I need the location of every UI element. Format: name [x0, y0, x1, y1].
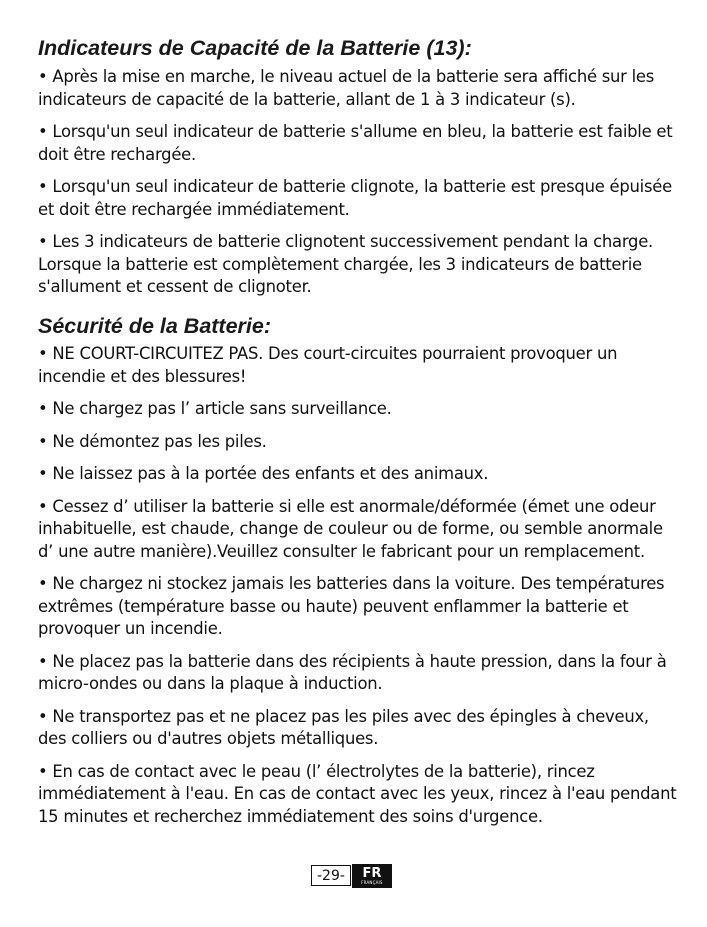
section-title-battery-safety: Sécurité de la Batterie: [38, 314, 272, 338]
battery-safety-list [38, 343, 678, 838]
list-item: • Ne chargez pas l’ article sans surveillance. [38, 398, 678, 421]
list-item: • Lorsqu'un seul indicateur de batterie s'allume en bleu, la batterie est faible et doit être rechargée. [38, 121, 678, 166]
list-item: • NE COURT-CIRCUITEZ PAS. Des court-circuites pourraient provoquer un incendie et des blessures! [38, 343, 678, 388]
page-footer [311, 864, 392, 888]
language-badge [352, 864, 392, 888]
list-item: • Après la mise en marche, le niveau actuel de la batterie sera affiché sur les indicateurs de capacité de la batterie, allant de 1 à 3 indicateur (s). [38, 66, 678, 111]
list-item: • Ne placez pas la batterie dans des récipients à haute pression, dans la four à micro-ondes ou dans la plaque à induction. [38, 651, 678, 696]
list-item: • Les 3 indicateurs de batterie clignotent successivement pendant la charge. Lorsque la batterie est complètement chargée, les 3 indicateurs de batterie s'allument et cessent de clignoter. [38, 231, 678, 299]
list-item: • Ne démontez pas les piles. [38, 431, 678, 454]
list-item: • Ne transportez pas et ne placez pas les piles avec des épingles à cheveux, des colliers ou d'autres objets métalliques. [38, 706, 678, 751]
list-item: • Ne laissez pas à la portée des enfants et des animaux. [38, 463, 678, 486]
list-item: • Ne chargez ni stockez jamais les batteries dans la voiture. Des températures extrêmes (température basse ou haute) peuvent enflammer la batterie et provoquer un incendie. [38, 573, 678, 641]
page-number: -29- [311, 865, 351, 886]
section-title-battery-capacity: Indicateurs de Capacité de la Batterie (13): [38, 36, 472, 60]
list-item: • En cas de contact avec le peau (l’ électrolytes de la batterie), rincez immédiatement à l'eau. En cas de contact avec les yeux, rincez à l'eau pendant 15 minutes et recherchez immédiatement des soins d'urgence. [38, 761, 678, 829]
language-name: FRANÇAIS [361, 880, 383, 885]
list-item: • Lorsqu'un seul indicateur de batterie clignote, la batterie est presque épuisée et doit être rechargée immédiatement. [38, 176, 678, 221]
language-code: FR [362, 866, 382, 881]
list-item: • Cessez d’ utiliser la batterie si elle est anormale/déformée (émet une odeur inhabituelle, est chaude, change de couleur ou de forme, ou semble anormale d’ une autre manière).Veuillez consulter le fabricant pour un remplacement. [38, 496, 678, 564]
battery-capacity-list [38, 66, 678, 309]
